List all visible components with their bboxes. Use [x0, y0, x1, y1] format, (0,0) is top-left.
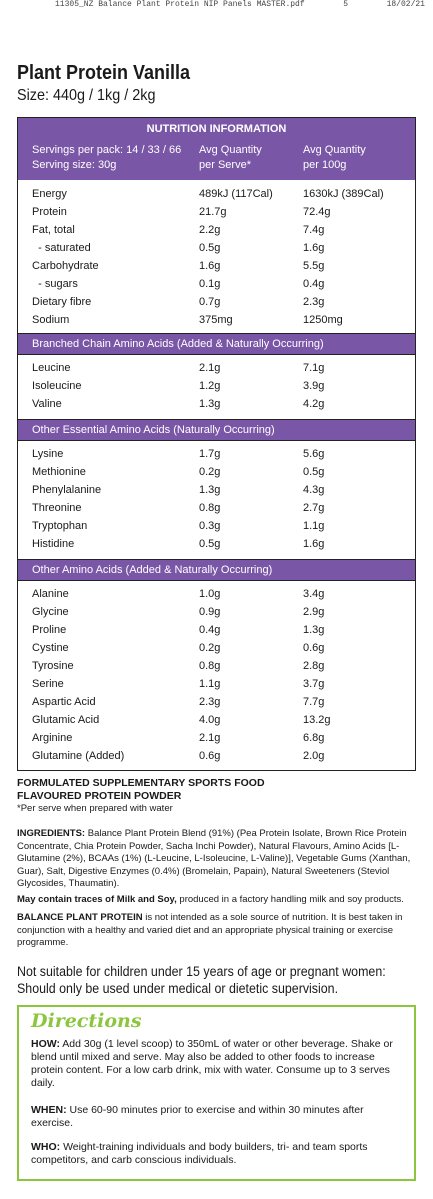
per-serve-value: 2.1g	[199, 732, 221, 744]
directions-how	[31, 1038, 406, 1090]
per-100g-value: 7.7g	[303, 696, 325, 708]
how-text: Add 30g (1 level scoop) to 350mL of water or other beverage. Shake or blend until mixed and serve. May also be added to other foods to increase protein content. For a low carb drink, mix with water. Consume up to 3 serves daily.	[31, 1038, 393, 1089]
amino-row	[18, 445, 415, 463]
per-serve-value: 1.6g	[199, 260, 221, 272]
per-100g-header-line2: per 100g	[303, 159, 347, 171]
row-label: Cystine	[32, 642, 69, 654]
ingredients-text: Balance Plant Protein Blend (91%) (Pea Protein Isolate, Brown Rice Protein Concentrate, Chia Protein Powder, Sacha Inchi Powder), Natural Flavours, Amino Acids [L-Glutamine (2%), BCAAs (1%) (L-Leucine, L-Isoleucine, L-Valine)], Vegetable Gums (Xanthan, Guar), Salt, Digestive Enzymes (0.4%) (Bromelain, Papain), Natural Sweeteners (Steviol Glycosides, Thaumatin).	[17, 828, 411, 889]
row-label: Valine	[32, 398, 62, 410]
file-name: 11305_NZ Balance Plant Protein NIP Panels MASTER.pdf	[55, 0, 305, 9]
bcaa-section-title: Branched Chain Amino Acids (Added & Naturally Occurring)	[18, 333, 415, 355]
amino-row	[18, 377, 415, 395]
row-label: Carbohydrate	[32, 260, 99, 272]
per-serve-value: 0.1g	[199, 278, 221, 290]
per-100g-value: 72.4g	[303, 206, 331, 218]
product-title: Plant Protein Vanilla	[17, 62, 191, 84]
serving-size: Serving size: 30g	[32, 159, 117, 171]
per-serve-value: 0.2g	[199, 642, 221, 654]
row-label: Lysine	[32, 448, 64, 460]
per-100g-value: 1.3g	[303, 624, 325, 636]
per-100g-header	[303, 143, 366, 173]
per-100g-value: 2.0g	[303, 750, 325, 762]
brand-statement	[17, 912, 419, 950]
per-serve-value: 1.2g	[199, 380, 221, 392]
brand-rest: is not intended as a sole source of nutrition. It is best taken in conjunction with a healthy and varied diet and an appropriate physical training or exercise programme.	[17, 912, 403, 948]
amino-row	[18, 499, 415, 517]
per-serve-value: 0.7g	[199, 296, 221, 308]
row-label: Leucine	[32, 362, 71, 374]
nutrient-row	[18, 239, 415, 257]
per-100g-value: 3.7g	[303, 678, 325, 690]
per-100g-value: 7.4g	[303, 224, 325, 236]
amino-row	[18, 603, 415, 621]
food-type-line1: FORMULATED SUPPLEMENTARY SPORTS FOOD	[17, 777, 265, 789]
per-100g-value: 7.1g	[303, 362, 325, 374]
per-100g-value: 5.5g	[303, 260, 325, 272]
amino-row	[18, 359, 415, 377]
nutrient-row	[18, 185, 415, 203]
row-label: Arginine	[32, 732, 73, 744]
row-label: Histidine	[32, 538, 75, 550]
nutrient-row	[18, 203, 415, 221]
per-100g-value: 1.6g	[303, 538, 325, 550]
per-serve-value: 0.5g	[199, 242, 221, 254]
per-serve-value: 1.3g	[199, 484, 221, 496]
per-100g-value: 3.9g	[303, 380, 325, 392]
amino-row	[18, 481, 415, 499]
nutrient-row	[18, 221, 415, 239]
per-serve-value: 1.1g	[199, 678, 221, 690]
serve-note: *Per serve when prepared with water	[17, 803, 173, 814]
product-size: Size: 440g / 1kg / 2kg	[17, 87, 156, 104]
nutrition-header	[18, 118, 415, 180]
per-serve-value: 1.3g	[199, 398, 221, 410]
per-serve-value: 4.0g	[199, 714, 221, 726]
per-100g-value: 0.6g	[303, 642, 325, 654]
amino-row	[18, 729, 415, 747]
row-label: - saturated	[32, 242, 91, 254]
file-date: 18/02/21	[386, 0, 425, 9]
amino-row	[18, 517, 415, 535]
directions-when	[31, 1104, 406, 1130]
row-label: - sugars	[32, 278, 78, 290]
per-100g-value: 2.7g	[303, 502, 325, 514]
page-number: 5	[343, 0, 349, 9]
who-label: WHO:	[31, 1141, 61, 1153]
row-label: Isoleucine	[32, 380, 82, 392]
when-text: Use 60-90 minutes prior to exercise and within 30 minutes after exercise.	[31, 1104, 364, 1129]
amino-row	[18, 675, 415, 693]
amino-row	[18, 711, 415, 729]
per-100g-value: 2.9g	[303, 606, 325, 618]
row-label: Threonine	[32, 502, 82, 514]
row-label: Energy	[32, 188, 67, 200]
amino-row	[18, 621, 415, 639]
amino-row	[18, 693, 415, 711]
per-serve-value: 2.1g	[199, 362, 221, 374]
per-serve-value: 1.7g	[199, 448, 221, 460]
file-header	[55, 0, 425, 14]
oaa-rows	[18, 581, 415, 771]
row-label: Fat, total	[32, 224, 75, 236]
amino-row	[18, 463, 415, 481]
per-100g-value: 4.3g	[303, 484, 325, 496]
per-100g-value: 1630kJ (389Cal)	[303, 188, 384, 200]
per-100g-value: 1.1g	[303, 520, 325, 532]
per-100g-value: 1.6g	[303, 242, 325, 254]
how-label: HOW:	[31, 1038, 60, 1050]
nutrition-heading: NUTRITION INFORMATION	[146, 123, 287, 135]
amino-row	[18, 639, 415, 657]
per-serve-value: 0.3g	[199, 520, 221, 532]
per-serve-value: 0.4g	[199, 624, 221, 636]
servings-per-pack: Servings per pack: 14 / 33 / 66	[32, 144, 182, 156]
nutrition-panel	[17, 117, 416, 771]
warning-line2: Should only be used under medical or dietetic supervision.	[17, 981, 339, 996]
nutrient-row	[18, 311, 415, 329]
nutrient-rows	[18, 180, 415, 333]
per-100g-value: 6.8g	[303, 732, 325, 744]
per-serve-value: 489kJ (117Cal)	[199, 188, 273, 200]
row-label: Dietary fibre	[32, 296, 92, 308]
per-serve-value: 0.8g	[199, 660, 221, 672]
brand-bold: BALANCE PLANT PROTEIN	[17, 912, 143, 923]
per-serve-value: 21.7g	[199, 206, 227, 218]
per-100g-value: 2.8g	[303, 660, 325, 672]
per-serve-value: 0.5g	[199, 538, 221, 550]
per-100g-header-line1: Avg Quantity	[303, 144, 366, 156]
per-100g-value: 3.4g	[303, 588, 325, 600]
ingredients-label: INGREDIENTS:	[17, 828, 86, 839]
row-label: Glutamine (Added)	[32, 750, 125, 762]
nutrient-row	[18, 257, 415, 275]
row-label: Phenylalanine	[32, 484, 102, 496]
allergen-rest: produced in a factory handling milk and soy products.	[176, 894, 404, 905]
amino-row	[18, 747, 415, 765]
row-label: Tyrosine	[32, 660, 74, 672]
per-serve-value: 0.8g	[199, 502, 221, 514]
allergen-bold: May contain traces of Milk and Soy,	[17, 894, 177, 905]
row-label: Glycine	[32, 606, 69, 618]
row-label: Methionine	[32, 466, 86, 478]
per-serve-value: 0.9g	[199, 606, 221, 618]
per-100g-value: 0.4g	[303, 278, 325, 290]
nutrient-row	[18, 293, 415, 311]
when-label: WHEN:	[31, 1104, 67, 1116]
nutrient-row	[18, 275, 415, 293]
food-type	[17, 777, 419, 816]
row-label: Proline	[32, 624, 67, 636]
directions-title: Directions	[31, 1010, 142, 1032]
oaa-section-title: Other Amino Acids (Added & Naturally Occurring)	[18, 559, 415, 581]
allergen-statement	[17, 894, 419, 907]
who-text: Weight-training individuals and body builders, tri- and team sports competitors, and carb conscious individuals.	[31, 1141, 368, 1166]
amino-row	[18, 395, 415, 413]
eaa-section-title: Other Essential Amino Acids (Naturally Occurring)	[18, 419, 415, 441]
per-100g-value: 0.5g	[303, 466, 325, 478]
per-serve-value: 2.2g	[199, 224, 221, 236]
per-100g-value: 2.3g	[303, 296, 325, 308]
per-serve-value: 0.6g	[199, 750, 221, 762]
directions-box	[17, 1005, 416, 1181]
row-label: Tryptophan	[32, 520, 88, 532]
per-serve-header-line2: per Serve*	[199, 159, 251, 171]
per-100g-value: 1250mg	[303, 314, 343, 326]
row-label: Aspartic Acid	[32, 696, 96, 708]
per-100g-value: 5.6g	[303, 448, 325, 460]
per-serve-header	[199, 143, 262, 173]
warning-line1: Not suitable for children under 15 years of age or pregnant women:	[17, 964, 386, 979]
per-serve-value: 1.0g	[199, 588, 221, 600]
amino-row	[18, 585, 415, 603]
per-serve-value: 2.3g	[199, 696, 221, 708]
amino-row	[18, 657, 415, 675]
row-label: Protein	[32, 206, 67, 218]
food-type-line2: FLAVOURED PROTEIN POWDER	[17, 790, 182, 802]
row-label: Serine	[32, 678, 64, 690]
warning-statement	[17, 963, 394, 997]
per-serve-header-line1: Avg Quantity	[199, 144, 262, 156]
per-serve-value: 375mg	[199, 314, 233, 326]
row-label: Sodium	[32, 314, 70, 326]
eaa-rows	[18, 441, 415, 559]
per-100g-value: 13.2g	[303, 714, 331, 726]
bcaa-rows	[18, 355, 415, 419]
directions-who	[31, 1141, 406, 1167]
amino-row	[18, 535, 415, 553]
row-label: Alanine	[32, 588, 69, 600]
ingredients	[17, 828, 419, 891]
per-100g-value: 4.2g	[303, 398, 325, 410]
per-serve-value: 0.2g	[199, 466, 221, 478]
servings-info	[32, 143, 181, 173]
row-label: Glutamic Acid	[32, 714, 100, 726]
